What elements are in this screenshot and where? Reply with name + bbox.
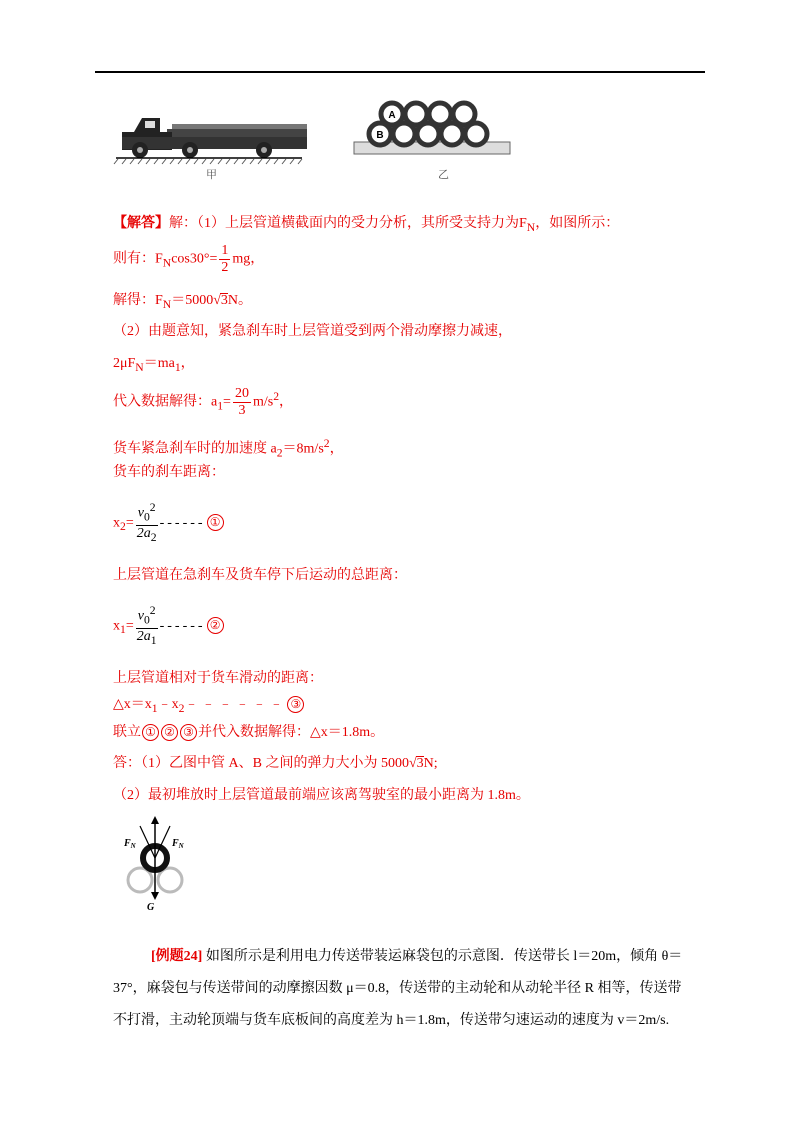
marker-1: ① <box>207 514 224 531</box>
answer-line-4: （2）由题意知，紧急刹车时上层管道受到两个滑动摩擦力减速， <box>113 324 512 339</box>
answer-line-2: 则有：$F_N\cos 30^\circ=$ $\frac{1}{2}$ mg， <box>113 243 265 275</box>
header-rule <box>95 71 705 73</box>
caption-left: 甲 <box>206 168 217 181</box>
fn-left-label: $F_N$ <box>124 838 136 850</box>
fraction: $\frac{1}{2}$ <box>221 243 229 275</box>
answer-line-7: 货车紧急刹车时的加速度 $a_2=8m/s^2$， <box>113 437 344 460</box>
answer-line-9: 上层管道在急刹车及货车停下后运动的总距离： <box>113 568 407 583</box>
pipes-figure <box>352 96 512 162</box>
answer-line-14: （2）最初堆放时上层管道最前端应该离驾驶室的最小距离为 1.8m。 <box>113 788 530 803</box>
marker-2: ② <box>207 617 224 634</box>
gravity-label: G <box>147 902 155 913</box>
answer-line-3: 解得：$F_N=5000√3N$。 <box>113 293 253 311</box>
answer-line-11: $\triangle x=x_1﹣x_2﹣﹣﹣﹣﹣﹣$ ③ <box>113 696 305 718</box>
answer-label: 【解答】 <box>113 216 169 231</box>
force-diagram <box>118 814 198 914</box>
fraction: $\frac{v_0^2}{2a_1}$ <box>136 604 157 648</box>
example-label: [例题24] <box>151 949 203 964</box>
fn-right-label: $F_N$ <box>172 838 184 850</box>
ball-label-a: A <box>388 110 396 121</box>
answer-line-1: 【解答】解：（1）上层管道横截面内的受力分析，其所受支持力为$F_N$，如图所示： <box>113 216 620 234</box>
answer-line-10: 上层管道相对于货车滑动的距离： <box>113 671 323 686</box>
answer-line-13: 答：（1）乙图中管 A、B 之间的弹力大小为 5000√3N; <box>113 756 438 771</box>
caption-right: 乙 <box>438 168 449 181</box>
marker-3: ③ <box>287 696 304 713</box>
ball-label-b: B <box>376 130 384 141</box>
equation-2: $x_1=$ $\frac{v_0^2}{2a_1}$ ------ ② <box>113 603 225 649</box>
fraction: $\frac{v_0^2}{2a_2}$ <box>136 501 157 545</box>
example-24: [例题24] 如图所示是利用电力传送带装运麻袋包的示意图．传送带长 l＝20m，倾角 θ＝ 37°，麻袋包与传送带间的动摩擦因数 μ＝0.8，传送带的主动轮和从动轮半径 R 相等，传送带 不打滑，主动轮顶端与货车底板间的高度差为 h＝1.8m，传送带匀速运动的速度为 v＝2m/s. <box>113 949 683 1028</box>
answer-line-8: 货车的刹车距离： <box>113 465 225 480</box>
answer-line-6: 代入数据解得：$a_1=$ $\frac{20}{3}$ $m/s^2$， <box>113 386 294 418</box>
answer-line-5: $2\mu F_N=ma_1$， <box>113 356 195 374</box>
answer-line-12: 联立 ① ② ③ 并代入数据解得：△x＝1.8m。 <box>113 725 385 740</box>
equation-1: $x_2=$ $\frac{v_0^2}{2a_2}$ ------ ① <box>113 500 225 546</box>
fraction: $\frac{20}{3}$ <box>234 386 249 418</box>
